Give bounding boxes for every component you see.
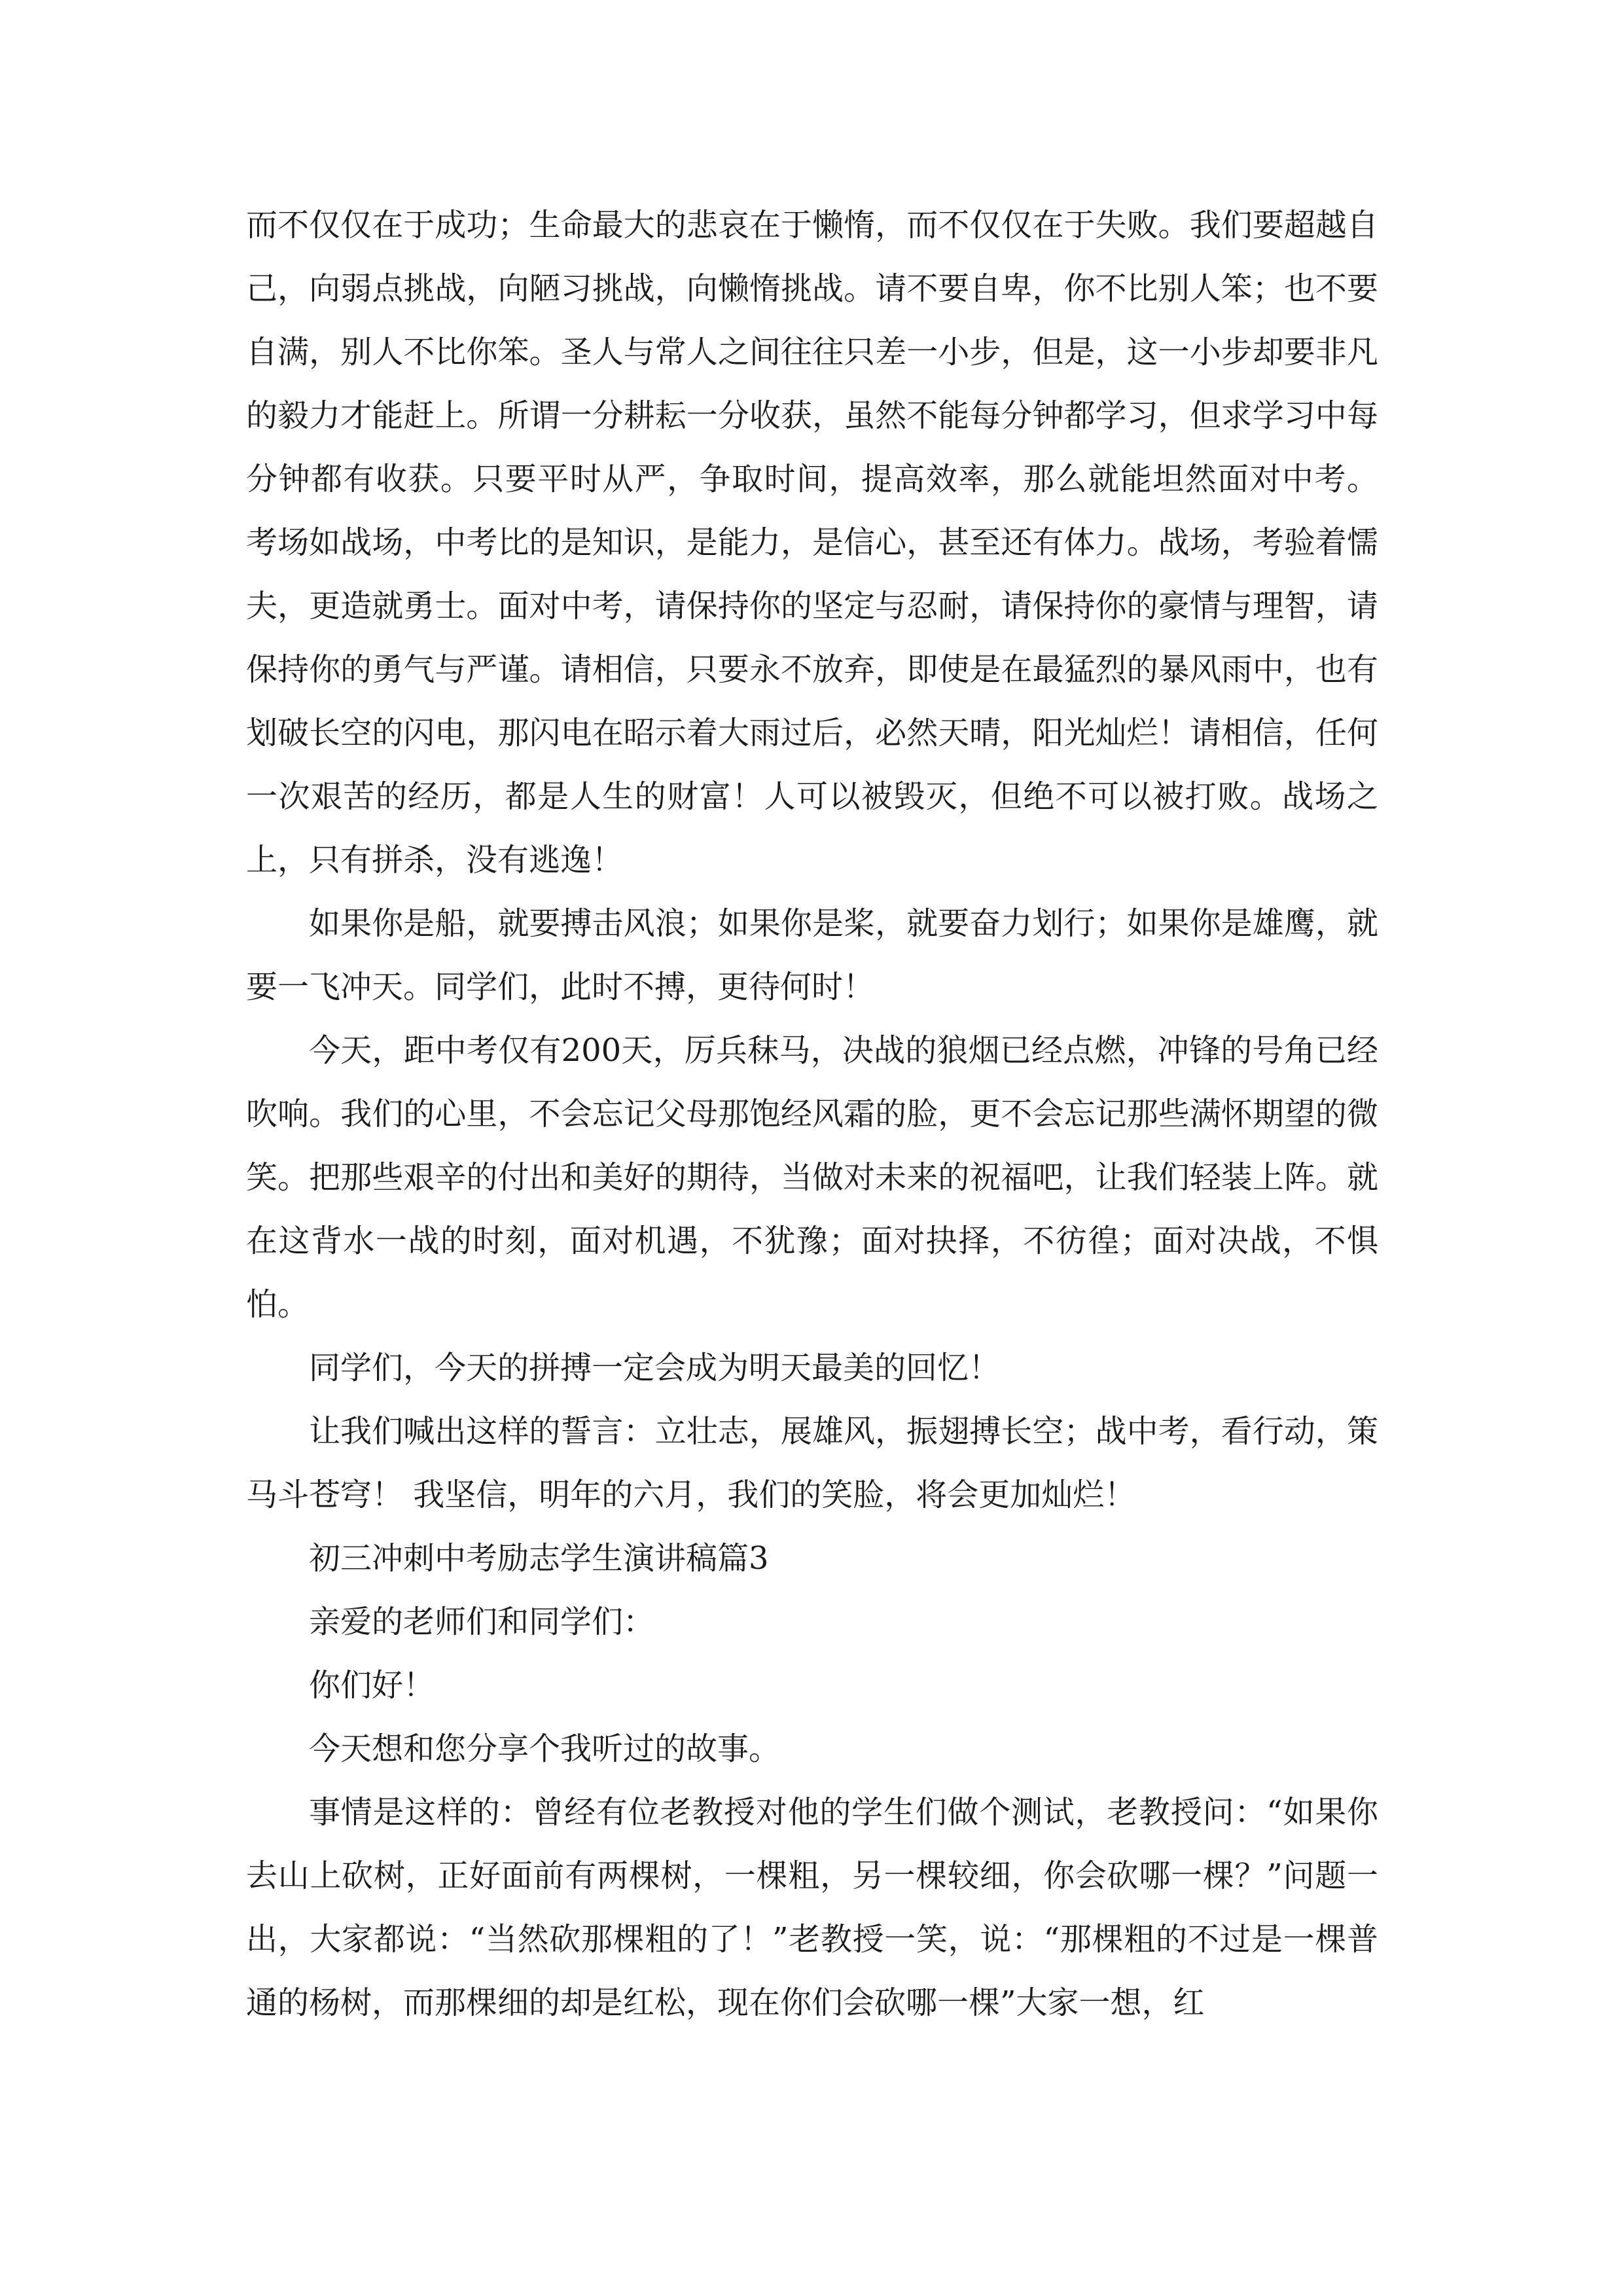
document-body [246, 194, 1378, 2035]
salutation: 亲爱的老师们和同学们： [309, 1604, 655, 1640]
paragraph-4: 同学们，今天的拼搏一定会成为明天最美的回忆！ [309, 1350, 1001, 1386]
paragraph-3: 今天，距中考仅有200天，厉兵秣马，决战的狼烟已经点燃，冲锋的号角已经吹响。我们的心里，不会忘记父母那饱经风霜的脸，更不会忘记那些满怀期望的微笑。把那些艰辛的付出和美好的期待，当做对未来的祝福吧，让我们轻装上阵。就在这背水一战的时刻，面对机遇，不犹豫；面对抉择，不彷徨；面对决战，不惧怕。 [246, 1032, 1378, 1323]
section-heading: 初三冲刺中考励志学生演讲稿篇3 [309, 1540, 769, 1577]
paragraph-1: 而不仅仅在于成功；生命最大的悲哀在于懒惰，而不仅仅在于失败。我们要超越自己，向弱点挑战，向陋习挑战，向懒惰挑战。请不要自卑，你不比别人笨；也不要自满，别人不比你笨。圣人与常人之间往往只差一小步，但是，这一小步却要非凡的毅力才能赶上。所谓一分耕耘一分收获，虽然不能每分钟都学习，但求学习中每分钟都有收获。只要平时从严，争取时间，提高效率，那么就能坦然面对中考。 考场如战场，中考比的是知识，是能力，是信心，甚至还有体力。战场，考验着懦夫，更造就勇士。面对中考，请保持你的坚定与忍耐，请保持你的豪情与理智，请保持你的勇气与严谨。请相信，只要永不放弃，即使是在最猛烈的暴风雨中，也有划破长空的闪电，那闪电在昭示着大雨过后，必然天晴，阳光灿烂！请相信，任何一次艰苦的经历，都是人生的财富！人可以被毁灭，但绝不可以被打败。战场之上，只有拼杀，没有逃逸！ [246, 207, 1378, 878]
paragraph-5: 让我们喊出这样的誓言：立壮志，展雄风，振翅搏长空；战中考，看行动，策马斗苍穹！ 我坚信，明年的六月，我们的笑脸，将会更加灿烂！ [246, 1413, 1378, 1513]
paragraph-intro: 今天想和您分享个我听过的故事。 [309, 1731, 781, 1767]
greeting: 你们好！ [309, 1667, 435, 1704]
paragraph-story: 事情是这样的：曾经有位老教授对他的学生们做个测试，老教授问：“如果你去山上砍树，正好面前有两棵树，一棵粗，另一棵较细，你会砍哪一棵？”问题一出，大家都说：“当然砍那棵粗的了！”老教授一笑，说：“那棵粗的不过是一棵普通的杨树，而那棵细的却是红松，现在你们会砍哪一棵”大家一想，红 [246, 1794, 1378, 2021]
paragraph-2: 如果你是船，就要搏击风浪；如果你是桨，就要奋力划行；如果你是雄鹰，就要一飞冲天。同学们，此时不搏，更待何时！ [246, 905, 1378, 1005]
